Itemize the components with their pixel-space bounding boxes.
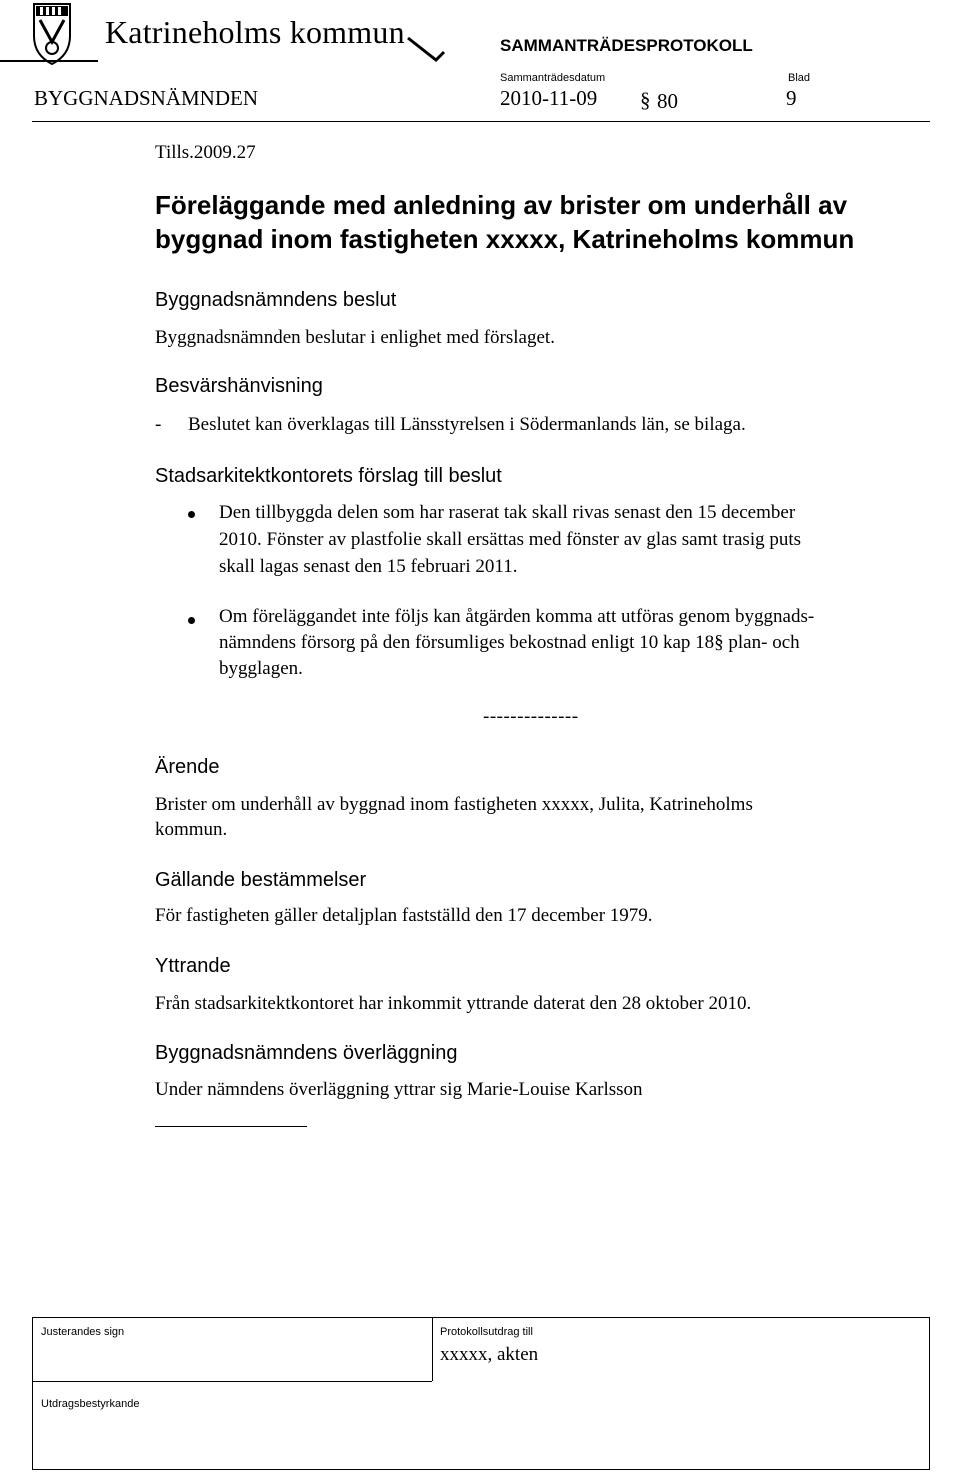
section-sign: § [640,88,651,112]
logo-swoosh-icon [406,34,446,66]
municipality-crest-logo [32,2,72,66]
protokollsutdrag-value: xxxxx, akten [440,1344,539,1365]
matter-text-line-1: Brister om underhåll av byggnad inom fastigheten xxxxx, Julita, Katrineholms [155,794,753,815]
rules-heading: Gällande bestämmelser [155,869,367,891]
matter-text-line-2: kommun. [155,819,228,840]
document-title [155,188,915,256]
bullet-2-line-1: Om föreläggandet inte följs kan åtgärden komma att utföras genom byggnads- [219,606,815,627]
case-reference: Tills.2009.27 [155,142,256,163]
justerandes-sign-label: Justerandes sign [41,1326,125,1338]
title-line-2: byggnad inom fastigheten xxxxx, Katrineholms kommun [155,224,855,254]
title-line-1: Föreläggande med anledning av brister om underhåll av [155,190,848,220]
decision-text: Byggnadsnämnden beslutar i enlighet med förslaget. [155,327,555,348]
rules-text: För fastigheten gäller detaljplan fastställd den 17 december 1979. [155,905,653,926]
appeal-dash: - [155,414,162,435]
bullet-2-line-2-text: nämndens försorg på den försumliges bekostnad enligt 10 kap 18 [219,632,715,653]
meeting-date: 2010-11-09 [500,86,598,110]
decision-heading: Byggnadsnämndens beslut [155,289,397,311]
header-logo-rule [0,60,98,62]
appeal-text: Beslutet kan överklagas till Länsstyrelsen i Södermanlands län, se bilaga. [188,414,746,435]
footer-horizontal-divider [32,1381,432,1382]
page-label: Blad [788,72,811,84]
bullet-1-line-3: skall lagas senast den 15 februari 2011. [219,556,518,577]
deliberation-heading: Byggnadsnämndens överläggning [155,1042,458,1064]
page-number: 9 [786,86,797,110]
appeal-heading: Besvärshänvisning [155,375,323,397]
statement-heading: Yttrande [155,955,231,977]
bullet-2-line-2-end: plan- och [723,632,800,653]
bullet-1-line-2: 2010. Fönster av plastfolie skall ersättas med fönster av glas samt trasig puts [219,529,802,550]
statement-text: Från stadsarkitektkontoret har inkommit yttrande daterat den 28 oktober 2010. [155,993,752,1014]
footer-box [32,1317,930,1470]
header-divider [32,121,930,122]
protokollsutdrag-label: Protokollsutdrag till [440,1326,533,1338]
municipality-logo-text [105,14,405,51]
utdragsbestyrkande-label: Utdragsbestyrkande [41,1398,140,1410]
footer-vertical-divider [432,1317,433,1381]
bullet-1-line-1: Den tillbyggda delen som har raserat tak skall rivas senast den 15 december [219,502,796,523]
bullet-dot [188,617,195,624]
bullet-2-section-sign: § [714,632,724,653]
bullet-2-line-2 [219,632,800,654]
meeting-date-label: Sammanträdesdatum [500,72,606,84]
bullet-dot [188,511,195,518]
matter-heading: Ärende [155,756,220,778]
logo-wordmark: Katrineholms kommun [105,14,405,50]
dashed-separator: -------------- [483,706,579,727]
department-name: BYGGNADSNÄMNDEN [34,86,259,110]
paragraph-number: 80 [657,89,678,113]
bullet-2-line-3: bygglagen. [219,658,303,679]
deliberation-text: Under nämndens överläggning yttrar sig Marie-Louise Karlsson [155,1079,643,1100]
signature-line [155,1126,307,1127]
document-type-title: SAMMANTRÄDESPROTOKOLL [500,36,753,55]
proposal-heading: Stadsarkitektkontorets förslag till beslut [155,465,502,487]
